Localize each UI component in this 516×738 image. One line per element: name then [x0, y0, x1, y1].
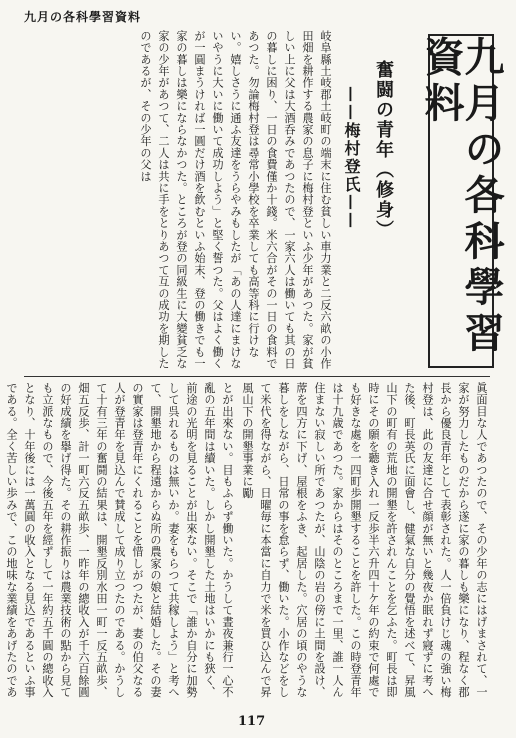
body-text-lower-left: とが出來ない。目もふらず働いた。かうして晝夜兼行一心不亂の五年間は續いた。しかし開墾した土地はいかにも狹く、前途の光明を見ることが出來ない。そこで「誰か自分に加勢して呉れるものは無いか。妻をもらつて共稼しよう」と考へて、開墾地から程遠からぬ所の農家の娘と結婚した。その妻の實家は登青年にくれることを惜しがつたが、妻の伯父なる人が登青年を見込んで賛成して成り立つたのである。かうして十有三年の奮鬪の結果は、開墾反別水田一町一反五畝歩、畑五反歩、計一町六反五畝歩、一昨年の總收入が千六百餘圓の好成績を擧げ得た。その耕作振りは農業技術の點から見ても立派なもので、今後五年を經ずして一年約五千圓の總收入となり、十年後には一萬圓の收入となる見込であるといふ事である。全く苦しい歩みで、この地味な業績をあげたのであ — [5, 382, 234, 698]
page-number: 117 — [238, 714, 266, 729]
body-text-lower-right: 眞面目な人であつたので、その少年の志にはげまされて、一家が努力したものだから遂に家の暮しも樂になり、程なく郡長から優良青年として表彰された。人一倍負けじ魂の強い梅村登は、此の友達に合せ顔が無いと幾夜か眠れず寢ずに考へた後、町長英氏に面會し、健氣な自分の覺悟を述べて、昇風山下の町有の荒地の開墾を許されんことを乞ふた。町長は即時にその願を聽き入れ一反歩半六升四十ケ年の約束で何處でも好きな處を一四町歩開墾することを許した。この時登青年は十九歳であつた。家からはそのところまで一里、誰一人ん住まない寂しい所であつたが、山陰の岩の傍に土間を設け、蓆を四方に下げ、屋根をふき、起居した。穴居の頃のやうな暮しをしながら、日常の事を怠らず、働いた。小作などをして米代を得ながら、日曜毎に本當に自力で米を買ひ込んで昇風山下の開墾事業に勵 — [241, 382, 488, 698]
body-text-upper: 岐阜縣土岐郡土岐町の端末に住む貧しい車力業と二反六畝の小作田畑を耕作する農家の息子に梅村登といふ少年があつた。家が貧しい上に父は大酒呑みであつたので、一家六人は働いても其の日の暮しに困り、一日の食費僅か十錢。米六合がその一日の食料であつた。勿論梅村登は尋常小學校を卒業しても高等科に行けない。嬉しさうに通ふ友達をうらやみもしたが「あの人達にまけないやうに大いに働いて成功しよう」と堅く誓つた。父はよく働くが一圓まうければ一圓だけ酒を飲むといふ始末、登の働きでも一家の暮しは樂にならなかつた。ところが登の同級生に大變貧乏な家の少年があつて、二人は共に手をとりあつて互の成功を期したのであるが、その少年の父は — [139, 30, 332, 370]
main-title-box — [418, 34, 505, 368]
running-header: 九月の各科學習資料 — [24, 10, 142, 24]
article-title: 奮闘の青年（修身） — [373, 60, 394, 240]
article-author: ——梅村登氏—— — [342, 86, 361, 230]
section-divider — [24, 376, 490, 377]
main-title: 九月の各科學習資料 — [418, 36, 505, 358]
